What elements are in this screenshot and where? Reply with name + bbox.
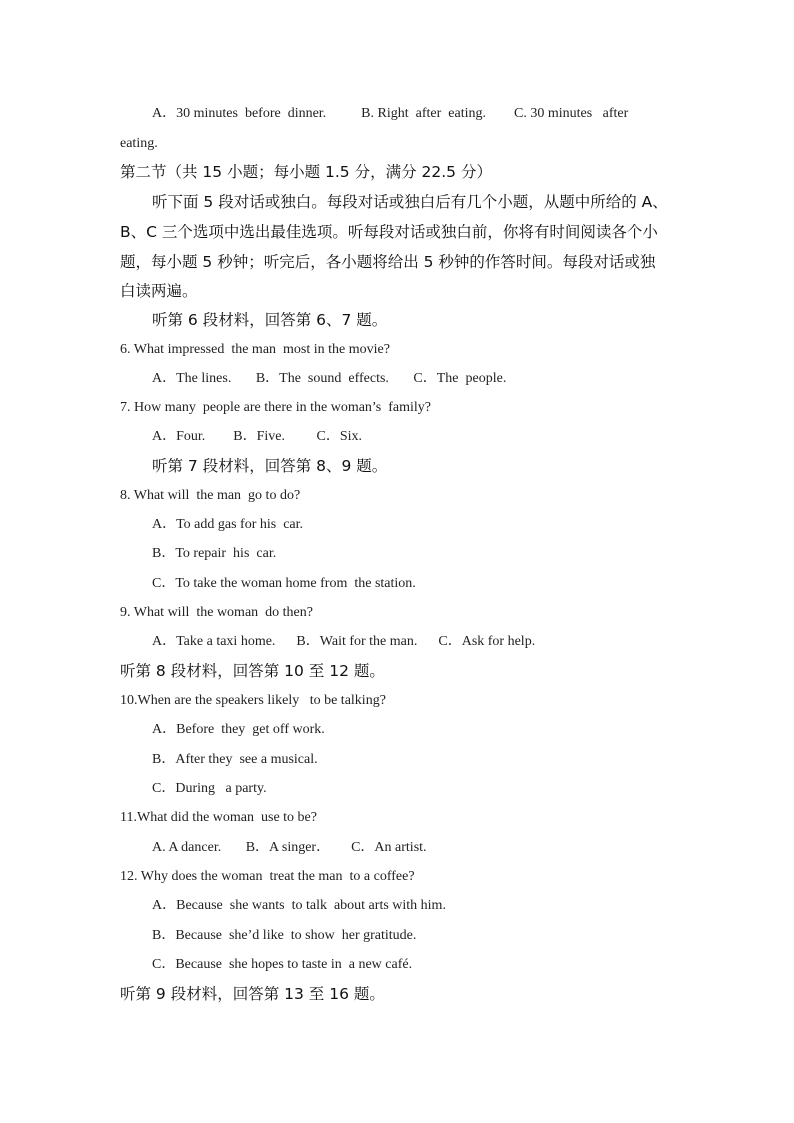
question-8-option-a: A．To add gas for his car. (152, 517, 304, 532)
question-11: 11.What did the woman use to be? (120, 810, 317, 825)
question-6-options: A．The lines. B．The sound effects. C．The people. (152, 371, 507, 386)
question-8-option-c: C．To take the woman home from the station. (152, 576, 416, 591)
question-12-option-c: C．Because she hopes to taste in a new café. (152, 957, 413, 972)
question-9-options: A．Take a taxi home. B．Wait for the man. C．Ask for help. (152, 634, 536, 649)
instructions-line-3: 题，每小题 5 秒钟；听完后，各小题将给出 5 秒钟的作答时间。每段对话或独 (120, 253, 656, 271)
question-9: 9. What will the woman do then? (120, 605, 313, 620)
question-12: 12. Why does the woman treat the man to a coffee? (120, 869, 415, 884)
question-10-option-b: B．After they see a musical. (152, 752, 318, 767)
material-8-heading: 听第 8 段材料，回答第 10 至 12 题。 (120, 662, 385, 680)
question-6: 6. What impressed the man most in the movie? (120, 342, 390, 357)
question-10-option-a: A．Before they get off work. (152, 722, 325, 737)
material-9-heading: 听第 9 段材料，回答第 13 至 16 题。 (120, 985, 385, 1003)
question-12-option-b: B．Because she’d like to show her gratitude. (152, 928, 417, 943)
option-continuation: eating. (120, 136, 158, 151)
question-12-option-a: A．Because she wants to talk about arts with him. (152, 898, 446, 913)
question-5-options: A．30 minutes before dinner. B. Right after eating. C. 30 minutes after (152, 106, 629, 121)
material-7-heading: 听第 7 段材料，回答第 8、9 题。 (152, 457, 388, 475)
material-6-heading: 听第 6 段材料，回答第 6、7 题。 (152, 311, 388, 329)
question-7-options: A．Four. B．Five. C．Six. (152, 429, 363, 444)
question-10-option-c: C．During a party. (152, 781, 267, 796)
question-10: 10.When are the speakers likely to be talking? (120, 693, 386, 708)
question-7: 7. How many people are there in the woman’s family? (120, 400, 432, 415)
instructions-line-4: 白读两遍。 (120, 282, 198, 300)
question-8-option-b: B．To repair his car. (152, 546, 277, 561)
section-heading: 第二节（共 15 小题；每小题 1.5 分，满分 22.5 分） (120, 163, 492, 181)
instructions-line-1: 听下面 5 段对话或独白。每段对话或独白后有几个小题，从题中所给的 A、 (152, 193, 668, 211)
instructions-line-2: B、C 三个选项中选出最佳选项。听每段对话或独白前，你将有时间阅读各个小 (120, 223, 658, 241)
question-11-options: A. A dancer. B．A singer． C．An artist. (152, 840, 427, 855)
question-8: 8. What will the man go to do? (120, 488, 301, 503)
